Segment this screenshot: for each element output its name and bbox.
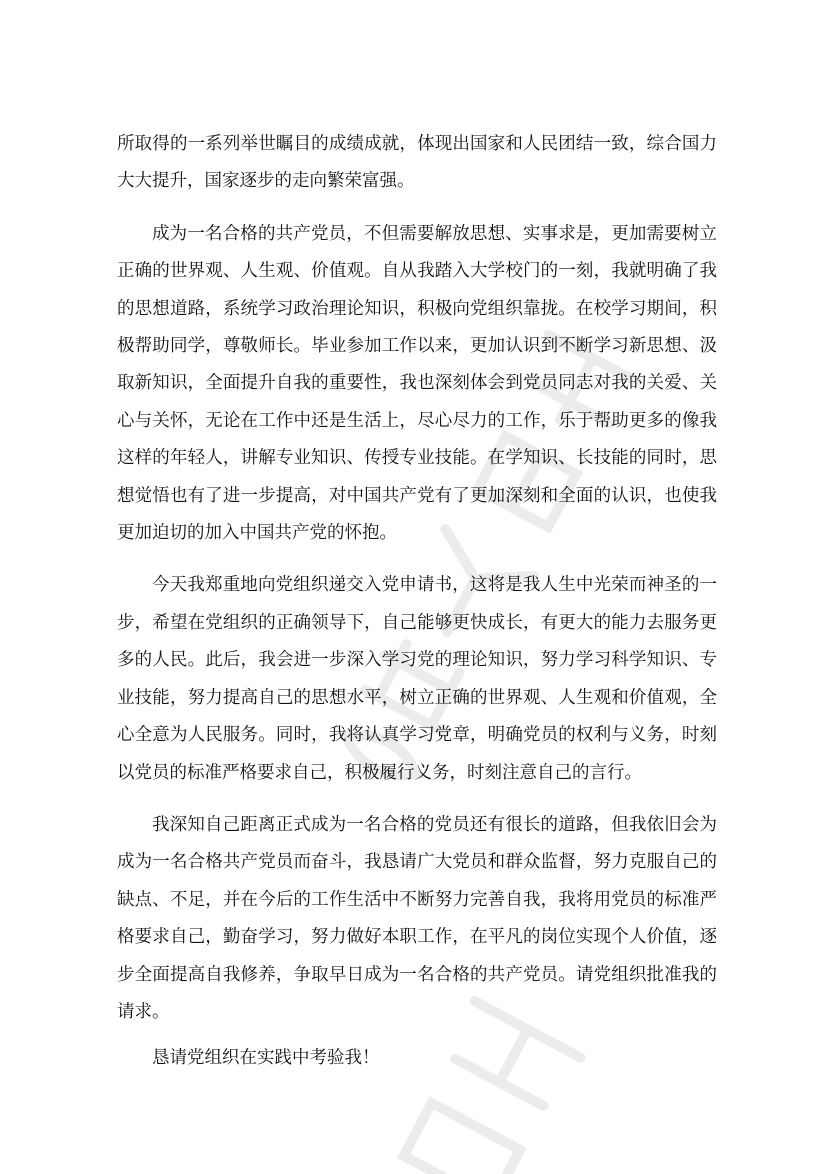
paragraph-3: 今天我郑重地向党组织递交入党申请书，这将是我人生中光荣而神圣的一步，希望在党组织的正确领导下，自己能够更快成长，有更大的能力去服务更多的人民。此后，我会进一步深入学习党的理论知识，努力学习科学知识、专业技能，努力提高自己的思想水平，树立正确的世界观、人生观和价值观，全心全意为人民服务。同时，我将认真学习党章，明确党员的权利与义务，时刻以党员的标准严格要求自己，积极履行义务，时刻注意自己的言行。	[117, 575, 717, 783]
paragraph-4: 我深知自己距离正式成为一名合格的党员还有很长的道路，但我依旧会为成为一名合格共产党员而奋斗，我恳请广大党员和群众监督，努力克服自己的缺点、不足，并在今后的工作生活中不断努力完善自我，我将用党员的标准严格要求自己，勤奋学习，努力做好本职工作，在平凡的岗位实现个人价值，逐步全面提高自我修养，争取早日成为一名合格的共产党员。请党组织批准我的请求。	[117, 814, 717, 1022]
paragraph-continued: 所取得的一系列举世瞩目的成绩成就，体现出国家和人民团结一致，综合国力大大提升，国家逐步的走向繁荣富强。	[117, 134, 717, 192]
document-body	[117, 126, 717, 1093]
closing-line: 恳请党组织在实践中考验我！	[152, 1048, 380, 1069]
paragraph-2: 成为一名合格的共产党员，不但需要解放思想、实事求是，更加需要树立正确的世界观、人生观、价值观。自从我踏入大学校门的一刻，我就明确了我的思想道路，系统学习政治理论知识，积极向党组织靠拢。在校学习期间，积极帮助同学，尊敬师长。毕业参加工作以来，更加认识到不断学习新思想、汲取新知识，全面提升自我的重要性，我也深刻体会到党员同志对我的关爱、关心与关怀，无论在工作中还是生活上，尽心尽力的工作，乐于帮助更多的像我这样的年轻人，讲解专业知识、传授专业技能。在学知识、长技能的同时，思想觉悟也有了进一步提高，对中国共产党有了更加深刻和全面的认识，也使我更加迫切的加入中国共产党的怀抱。	[117, 223, 717, 544]
